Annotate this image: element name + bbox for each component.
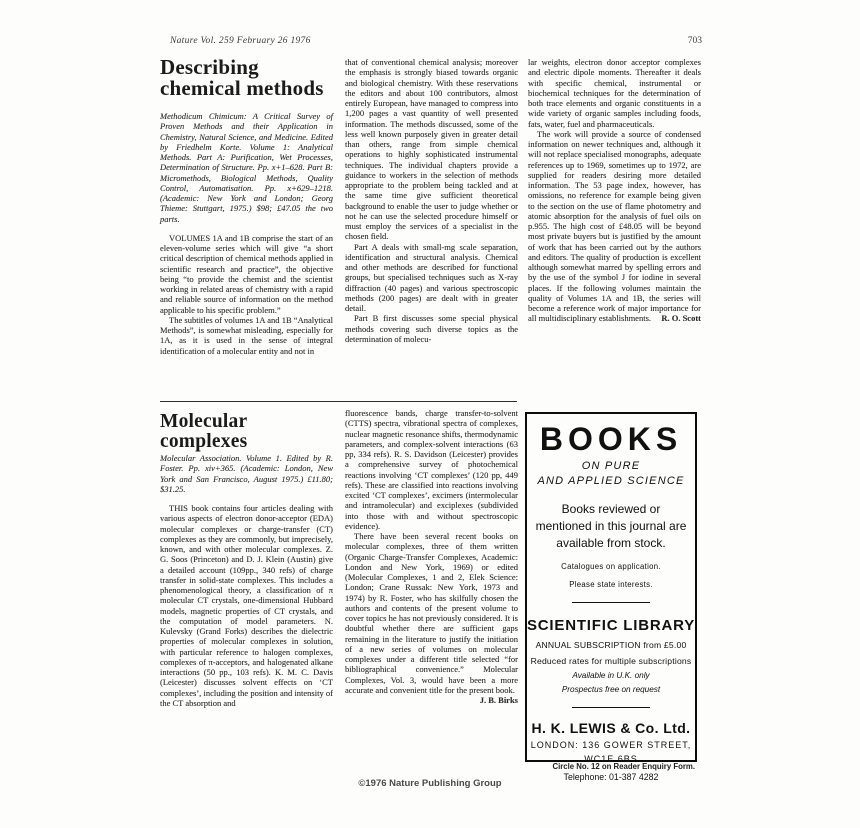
page-number: 703: [687, 36, 702, 46]
copyright-watermark: ©1976 Nature Publishing Group: [358, 778, 502, 789]
advert-books-subtitle: [527, 459, 695, 489]
advert-rates-line: Reduced rates for multiple subscriptions: [530, 655, 692, 666]
review2-paragraph-text: There have been several recent books on molecular complexes, three of them written (Organic Charge-Transfer Complexes, Academic: London and New York, 1969) or edited (Molecular Complexes, 1 and 2, Elek Science: London; Crane Russak: New York, 1973 and 1974) by R. Foster, who has skilfully chosen the authors and contents of the present volume to cover topics he has not previously considered. It is doubtful whether there are sufficient gaps remaining in the literature to justify the initiation of a new series of volumes on molecular complexes under a different title selected “for bibliographical convenience.” Molecular Complexes, Vol. 3, would have been a more accurate and convenient title for the present book.: [345, 531, 518, 695]
reader-enquiry-note: Circle No. 12 on Reader Enquiry Form.: [552, 762, 695, 771]
review2-title-block: [160, 412, 310, 452]
review2-title: Molecular complexes: [160, 411, 248, 452]
advert-subtitle-line2: AND APPLIED SCIENCE: [537, 474, 685, 487]
advert-interests-note: Please state interests.: [569, 579, 653, 589]
review1-book-citation: Methodicum Chimicum: A Critical Survey of Proven Methods and their Application in Chemistry, Natural Science, and Medicine. Edited by Friedhelm Korte. Volume 1: Analytical Methods. Part A: Purification, Wet Processes, Determination of Structure. Pp. x+1–628. Part B: Micromethods, Biological Methods, Quality Control, Automatisation. Pp. x+629–1218. (Academic: New York and London; Georg Thieme: Stuttgart, 1975.) $98; £47.05 the two parts.: [160, 111, 333, 224]
review2-reviewer-signature: J. B. Birks: [479, 695, 518, 705]
review1-reviewer-signature: R. O. Scott: [661, 313, 701, 324]
advert-company-name: H. K. LEWIS & Co. Ltd.: [531, 719, 691, 736]
advert-library-title: SCIENTIFIC LIBRARY: [527, 616, 696, 634]
review2-paragraph: fluorescence bands, charge transfer-to-solvent (CTTS) spectra, vibrational spectra of complexes, nuclear magnetic resonance shifts, thermodynamic parameters, and complex-solvent interactions (63 pp, 334 refs). R. S. Davidson (Leicester) provides a comprehensive survey of photochemical reactions involving ‘CT complexes’ (120 pp, 449 refs). These are classified into reactions involving excited ‘CT complexes’, excimers (intermolecular and intramolecular) and exciplexes (subdivided into those with and without spectroscopic evidence).: [345, 408, 518, 531]
review1-column2: [345, 57, 518, 344]
advert-books-text: Books reviewed or mentioned in this journal are available from stock.: [535, 501, 687, 551]
journal-header-line: Nature Vol. 259 February 26 1976: [170, 36, 311, 46]
advert-subscription-line: ANNUAL SUBSCRIPTION from £5.00: [535, 639, 687, 650]
review1-paragraph: that of conventional chemical analysis; moreover the emphasis is strongly biased towards organic and biological chemistry. With these reservations the editors and about 100 contributors, almost entirely European, have managed to compress into 1,200 pages a vast quantity of well presented information. The methods discussed, some of the less well known purposely given in greater detail than others, range from simple chemical operations to highly sophisticated instrumental techniques. The individual chapters provide a guidance to workers in the selection of methods appropriate to the problem being tackled and at the same time give sufficient theoretical background to enable the user to judge whether or not he can use the selected procedure himself or must employ the services of a specialist in the chosen field.: [345, 57, 518, 242]
review1-title-block: [160, 57, 335, 100]
review1-paragraph: VOLUMES 1A and 1B comprise the start of an eleven-volume series which will give “a short critical description of chemical methods applied in scientific research and practice”, the objective being “to provide the chemist and the scientist working in related areas of chemistry with a rapid and reliable source of information on the method applicable to his specific problem.”: [160, 232, 333, 315]
review1-column1: [160, 111, 333, 356]
advert-address-line1: LONDON: 136 GOWER STREET,: [530, 739, 692, 750]
review1-paragraph: Part A deals with small-mg scale separation, identification and structural analysis. Chemical and other methods are described for functional groups, but specialised techniques such as X-ray diffraction (40 pages) and various spectroscopic methods (200 pages) are dealt with in greater detail.: [345, 241, 518, 313]
advert-uk-only-line: Available in U.K. only: [572, 670, 650, 680]
advert-telephone: Telephone: 01-387 4282: [563, 771, 659, 782]
advert-catalogues-note: Catalogues on application.: [561, 561, 661, 571]
review2-paragraph: THIS book contains four articles dealing with various aspects of electron donor-acceptor (EDA) molecular complexes or charge-transfer (CT) complexes as they are commonly, but imprecisely, known, and with other molecular complexes. Z. G. Soos (Princeton) and D. J. Klein (Austin) give a detailed account (109pp., 340 refs) of charge transfer in solid-state complexes. This includes a phenomenological theory, a classification of π molecular CT crystals, one-dimensional Hubbard models, magnetic properties of CT crystals, and the computation of model parameters. N. Kulevsky (Grand Forks) describes the dielectric properties of molecular complexes in solution, with particular reference to halogen complexes, complexes of π-acceptors, and halogenated alkane interactions (50 pp., 103 refs). K. M. C. Davis (Leicester) discusses solvent effects on ‘CT complexes’, including the position and intensity of the CT absorption and: [160, 503, 333, 708]
review1-paragraph: lar weights, electron donor acceptor complexes and electric dipole moments. Thereafter it deals with specific chemical, instrumental or biochemical techniques for the determination of both trace elements and organic constituents in a wide variety of organic samples including foods, fats, water, fuel and pharmaceuticals.: [528, 57, 701, 129]
review1-paragraph: Part B first discusses some special physical methods covering such diverse topics as the determination of molecu-: [345, 313, 518, 344]
review1-paragraph: The subtitles of volumes 1A and 1B “Analytical Methods”, is somewhat misleading, especially for 1A, as it is used in the sense of integral identification of a molecular entity and not in: [160, 314, 333, 356]
review1-paragraph-text: The work will provide a source of condensed information on newer techniques and, although it will not replace specialised monographs, adequate references up to 1969, sometimes up to 1972, are supplied for readers desiring more detailed information. The 53 page index, however, has omissions, no reference for example being given to the section on the use of flame photometry and atomic absorption for the analysis of fuel oils on p.955. The high cost of £48.05 will be beyond most private buyers but is justified by the amount of work that has been carried out by the authors and editors. The quality of production is excellent although somewhat marred by spelling errors and by the use of the symbol J for iodine in several places. If the following volumes maintain the quality of Volumes 1A and 1B, the series will become a reference work of major importance for all multidisciplinary establishments.: [528, 128, 701, 324]
review1-column3: [528, 57, 701, 324]
review1-title: Describing chemical methods: [160, 55, 324, 101]
advert-divider-rule: [572, 602, 650, 603]
advert-prospectus-line: Prospectus free on request: [561, 684, 661, 694]
advert-divider-rule: [572, 707, 650, 708]
review2-column1: [160, 453, 333, 708]
review1-paragraph: [528, 129, 701, 324]
advert-address-line2: WC1E 6BS: [584, 753, 638, 764]
section-divider-rule: [160, 401, 517, 402]
review2-book-citation: Molecular Association. Volume 1. Edited by R. Foster. Pp. xiv+365. (Academic: London, New York and San Francisco, August 1975.) £11.80; $31.25.: [160, 453, 333, 494]
advert-books-title: BOOKS: [539, 421, 683, 457]
advert-subtitle-line1: ON PURE: [581, 460, 641, 472]
review2-column2: [345, 408, 518, 705]
review2-paragraph: [345, 531, 518, 705]
